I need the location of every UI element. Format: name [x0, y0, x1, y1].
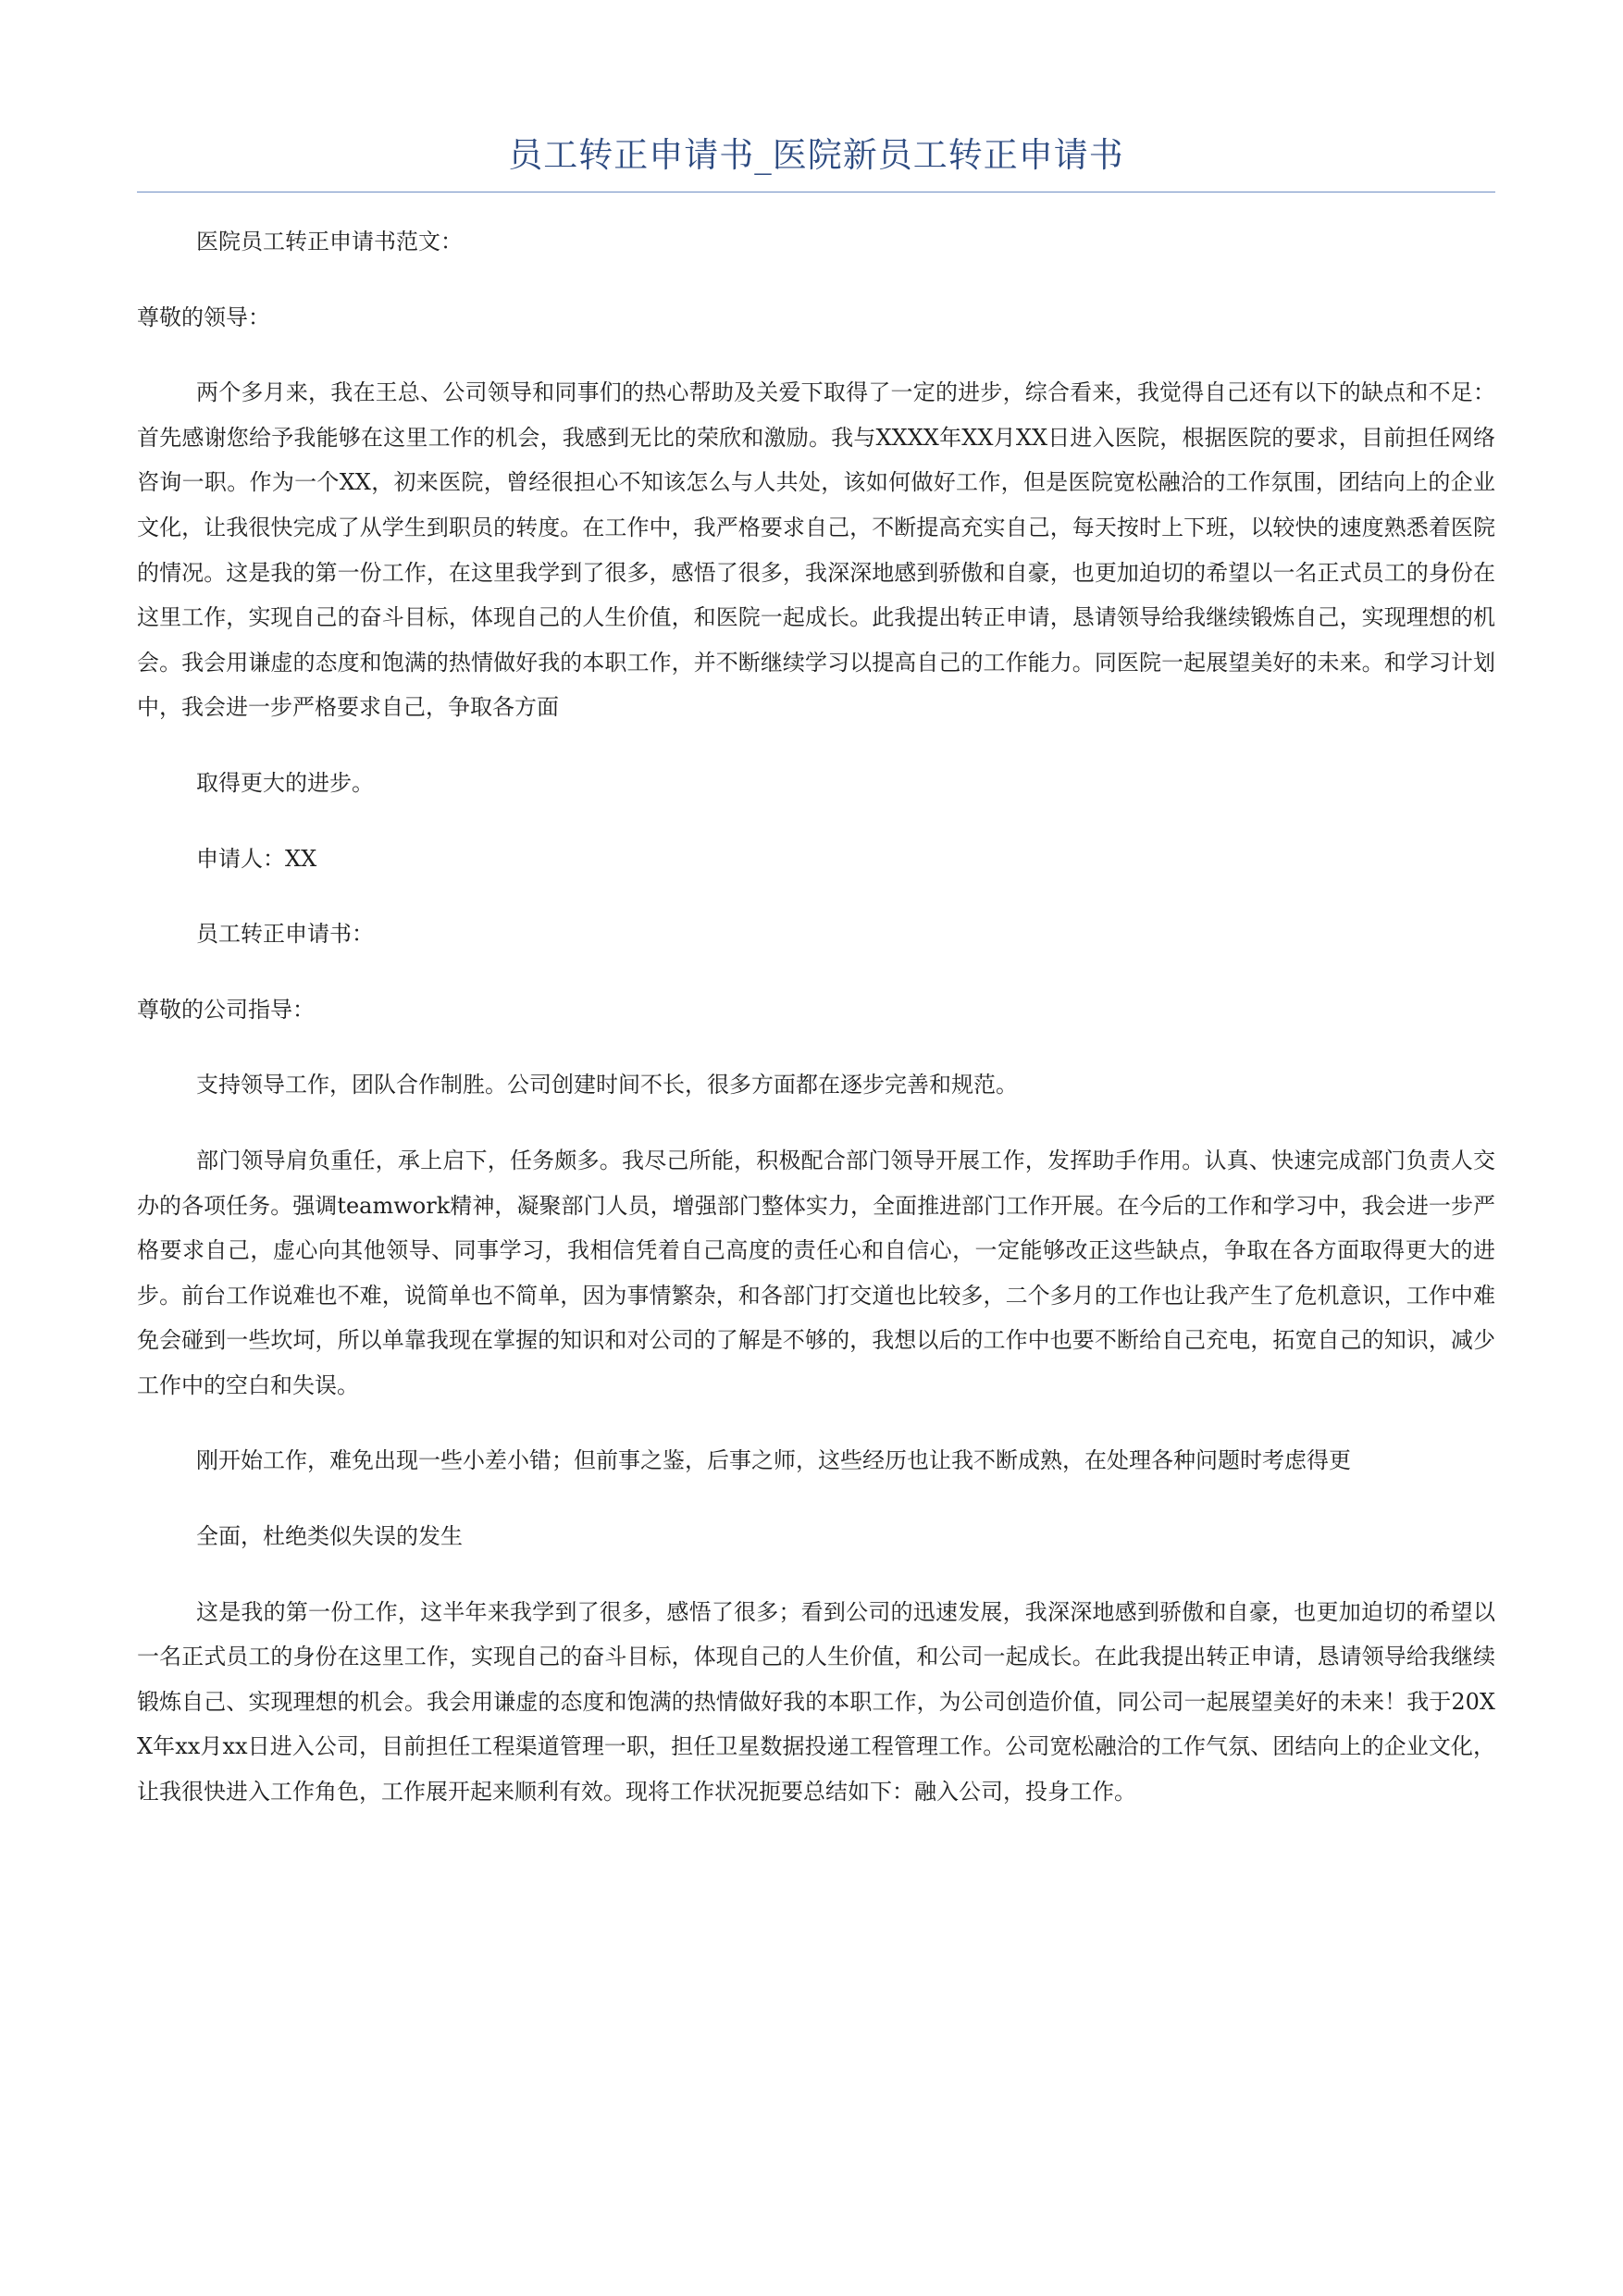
application-paragraph-1-end: 取得更大的进步。	[196, 769, 374, 796]
section-heading: 员工转正申请书：	[196, 921, 374, 948]
support-paragraph: 支持领导工作，团队合作制胜。公司创建时间不长，很多方面都在逐步完善和规范。	[196, 1072, 1018, 1098]
department-paragraph: 部门领导肩负重任，承上启下，任务颇多。我尽己所能，积极配合部门领导开展工作，发挥助手作用。认真、快速完成部门负责人交办的各项任务。强调teamwork精神，凝聚部门人员，增强部门整体实力，全面推进部门工作开展。在今后的工作和学习中，我会进一步严格要求自己，虚心向其他领导、同事学习，我相信凭着自己高度的责任心和自信心，一定能够改正这些缺点，争取在各方面取得更大的进步。前台工作说难也不难，说简单也不简单，因为事情繁杂，和各部门打交道也比较多，二个多月的工作也让我产生了危机意识，工作中难免会碰到一些坎坷，所以单靠我现在掌握的知识和对公司的了解是不够的，我想以后的工作中也要不断给自己充电，拓宽自己的知识，减少工作中的空白和失误。	[137, 1147, 1495, 1398]
salutation-leaders: 尊敬的领导：	[137, 304, 270, 330]
document-body	[137, 219, 1495, 1815]
mistakes-paragraph-end: 全面，杜绝类似失误的发生	[196, 1523, 463, 1550]
document-title: 员工转正申请书_医院新员工转正申请书	[508, 135, 1124, 175]
applicant-signature: 申请人：XX	[196, 845, 317, 872]
application-paragraph-1: 两个多月来，我在王总、公司领导和同事们的热心帮助及关爱下取得了一定的进步，综合看来，我觉得自己还有以下的缺点和不足：首先感谢您给予我能够在这里工作的机会，我感到无比的荣欣和激励。我与XXXX年XX月XX日进入医院，根据医院的要求，目前担任网络咨询一职。作为一个XX，初来医院，曾经很担心不知该怎么与人共处，该如何做好工作，但是医院宽松融洽的工作氛围，团结向上的企业文化，让我很快完成了从学生到职员的转度。在工作中，我严格要求自己，不断提高充实自己，每天按时上下班，以较快的速度熟悉着医院的情况。这是我的第一份工作，在这里我学到了很多，感悟了很多，我深深地感到骄傲和自豪，也更加迫切的希望以一名正式员工的身份在这里工作，实现自己的奋斗目标，体现自己的人生价值，和医院一起成长。此我提出转正申请，恳请领导给我继续锻炼自己，实现理想的机会。我会用谦虚的态度和饱满的热情做好我的本职工作，并不断继续学习以提高自己的工作能力。同医院一起展望美好的未来。和学习计划中，我会进一步严格要求自己，争取各方面	[137, 379, 1495, 721]
intro-line: 医院员工转正申请书范文：	[196, 229, 463, 254]
first-job-paragraph: 这是我的第一份工作，这半年来我学到了很多，感悟了很多；看到公司的迅速发展，我深深地感到骄傲和自豪，也更加迫切的希望以一名正式员工的身份在这里工作，实现自己的奋斗目标，体现自己的人生价值，和公司一起成长。在此我提出转正申请，恳请领导给我继续锻炼自己、实现理想的机会。我会用谦虚的态度和饱满的热情做好我的本职工作，为公司创造价值，同公司一起展望美好的未来！我于20XX年xx月xx日进入公司，目前担任工程渠道管理一职，担任卫星数据投递工程管理工作。公司宽松融洽的工作气氛、团结向上的企业文化，让我很快进入工作角色，工作展开起来顺利有效。现将工作状况扼要总结如下：融入公司，投身工作。	[137, 1598, 1495, 1806]
salutation-company: 尊敬的公司指导：	[137, 996, 315, 1023]
mistakes-paragraph: 刚开始工作，难免出现一些小差小错；但前事之鉴，后事之师，这些经历也让我不断成熟，在处理各种问题时考虑得更	[196, 1447, 1351, 1474]
